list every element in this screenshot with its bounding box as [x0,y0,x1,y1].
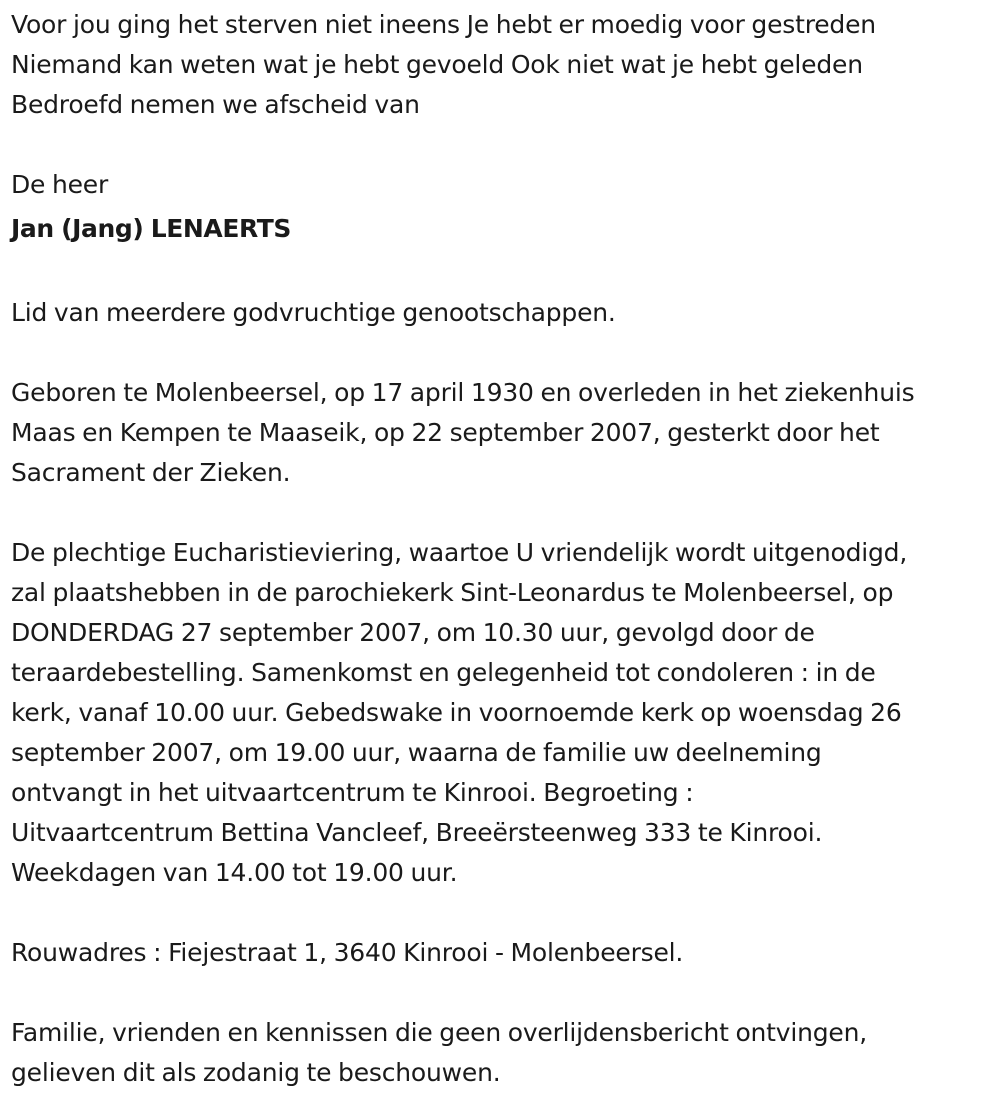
salutation: De heer [11,170,109,199]
closing-line: Familie, vrienden en kennissen die geen overlijdensbericht ontvingen, [11,1018,868,1047]
closing-block [11,1013,991,1093]
ceremony-line: kerk, vanaf 10.00 uur. Gebedswake in voornoemde kerk op woensdag 26 [11,698,902,727]
poem-line: Voor jou ging het sterven niet ineens Je hebt er moedig voor gestreden [11,10,876,39]
ceremony-block [11,533,991,893]
deceased-name: Jan (Jang) LENAERTS [11,214,292,243]
ceremony-line: De plechtige Eucharistieviering, waartoe U vriendelijk wordt uitgenodigd, [11,538,908,567]
birth-death-line: Geboren te Molenbeersel, op 17 april 1930 en overleden in het ziekenhuis [11,378,915,407]
ceremony-line: DONDERDAG 27 september 2007, om 10.30 uur, gevolgd door de [11,618,815,647]
mourning-address: Rouwadres : Fiejestraat 1, 3640 Kinrooi - Molenbeersel. [11,938,684,967]
birth-death-line: Maas en Kempen te Maaseik, op 22 september 2007, gesterkt door het [11,418,880,447]
ceremony-line: ontvangt in het uitvaartcentrum te Kinrooi. Begroeting : [11,778,694,807]
ceremony-line: zal plaatshebben in de parochiekerk Sint-Leonardus te Molenbeersel, op [11,578,894,607]
closing-line: gelieven dit als zodanig te beschouwen. [11,1058,501,1087]
poem-line: Niemand kan weten wat je hebt gevoeld Ook niet wat je hebt geleden [11,50,863,79]
obituary-document [11,5,991,1093]
ceremony-line: september 2007, om 19.00 uur, waarna de familie uw deelneming [11,738,822,767]
poem-block [11,5,991,125]
membership-text: Lid van meerdere godvruchtige genootschappen. [11,298,616,327]
ceremony-line: teraardebestelling. Samenkomst en gelegenheid tot condoleren : in de [11,658,876,687]
poem-line: Bedroefd nemen we afscheid van [11,90,420,119]
birth-death-block [11,373,991,493]
birth-death-line: Sacrament der Zieken. [11,458,291,487]
ceremony-line: Uitvaartcentrum Bettina Vancleef, Breeërsteenweg 333 te Kinrooi. [11,818,823,847]
ceremony-line: Weekdagen van 14.00 tot 19.00 uur. [11,858,458,887]
